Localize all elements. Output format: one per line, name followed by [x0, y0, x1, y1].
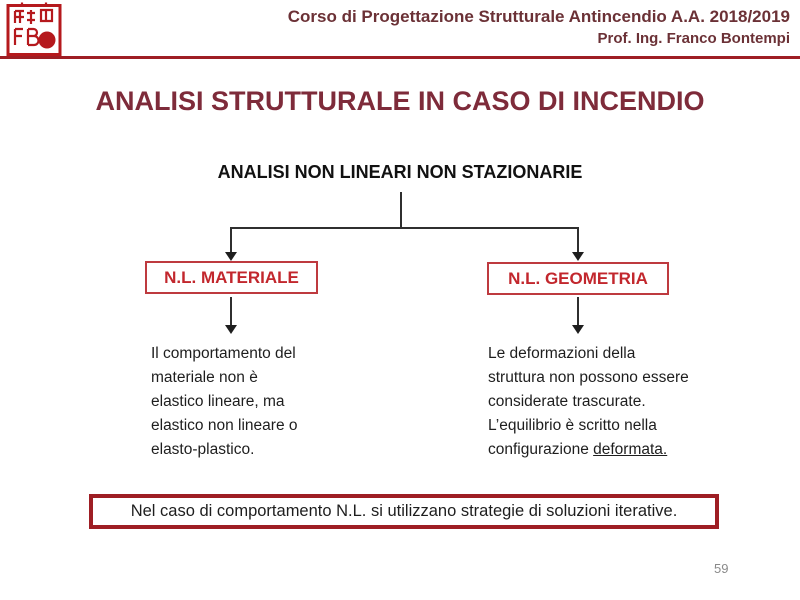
left-branch-arrow-line	[230, 297, 232, 325]
slide-title: ANALISI STRUTTURALE IN CASO DI INCENDIO	[95, 86, 705, 116]
header-divider-rule	[0, 56, 800, 59]
callout-text: Nel caso di comportamento N.L. si utilizzano strategie di soluzioni iterative.	[130, 502, 678, 520]
note-line: L’equilibrio è scritto nella	[488, 417, 657, 434]
note-line: Il comportamento del	[151, 345, 296, 362]
iterative-solutions-callout-box	[89, 494, 719, 529]
note-line-underlined-word: deformata.	[593, 441, 668, 458]
down-arrow-icon	[572, 252, 584, 261]
box-nl-materiale-label: N.L. MATERIALE	[164, 267, 299, 287]
note-line: Le deformazioni della	[488, 345, 636, 362]
note-line: elastico non lineare o	[151, 417, 298, 434]
note-nl-geometria	[488, 342, 728, 462]
box-nl-geometria-label: N.L. GEOMETRIA	[508, 268, 648, 288]
right-branch-arrow-line	[577, 297, 579, 325]
course-title: Corso di Progettazione Strutturale Antincendio A.A. 2018/2019	[287, 7, 790, 26]
connector-right-drop-line	[577, 227, 579, 252]
down-arrow-icon	[225, 252, 237, 261]
down-arrow-icon	[572, 325, 584, 334]
note-nl-materiale	[151, 342, 361, 462]
diagram-root-label: ANALISI NON LINEARI NON STAZIONARIE	[217, 162, 583, 182]
note-line: elastico lineare, ma	[151, 393, 285, 410]
note-line: materiale non è	[151, 369, 258, 386]
note-line	[488, 438, 728, 462]
connector-horizontal-line	[231, 227, 578, 229]
down-arrow-icon	[225, 325, 237, 334]
note-line: elasto-plastico.	[151, 441, 255, 458]
box-nl-geometria	[487, 262, 669, 295]
note-line: considerate trascurate.	[488, 393, 646, 410]
slide-header	[288, 6, 790, 50]
box-nl-materiale	[145, 261, 318, 294]
connector-stem-line	[400, 192, 402, 227]
note-line-prefix: configurazione	[488, 441, 594, 458]
university-seal-logo	[6, 2, 62, 57]
page-number: 59	[714, 561, 729, 576]
professor-name: Prof. Ing. Franco Bontempi	[597, 30, 790, 47]
note-line: struttura non possono essere	[488, 369, 689, 386]
connector-left-drop-line	[230, 227, 232, 252]
